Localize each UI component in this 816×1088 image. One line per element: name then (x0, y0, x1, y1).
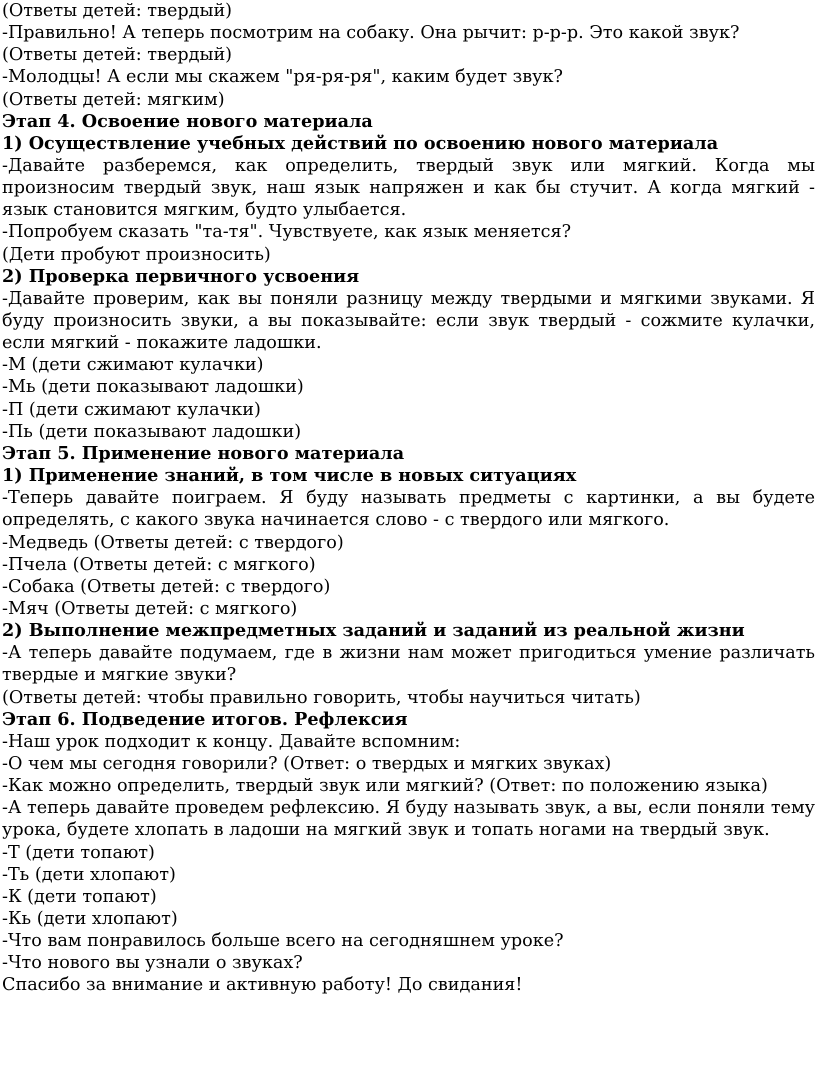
paragraph: -А теперь давайте проведем рефлексию. Я буду называть звук, а вы, если поняли тему урока, будете хлопать в ладоши на мягкий звук и топать ногами на твердый звук. (2, 798, 815, 841)
text-line: -Ть (дети хлопают) (2, 864, 176, 885)
text-line: (Ответы детей: чтобы правильно говорить, чтобы научиться читать) (2, 687, 641, 708)
text-line: -Пь (дети показывают ладошки) (2, 421, 302, 442)
subsection-heading: 2) Выполнение межпредметных заданий и заданий из реальной жизни (2, 620, 745, 642)
text-line: (Ответы детей: твердый) (2, 1, 233, 21)
text-line: -О чем мы сегодня говорили? (Ответ: о твердых и мягких звуках) (2, 753, 612, 774)
text-line: -Наш урок подходит к концу. Давайте вспомним: (2, 731, 461, 752)
subsection-heading: 1) Осуществление учебных действий по освоению нового материала (2, 132, 719, 154)
text-line: (Ответы детей: твердый) (2, 45, 233, 66)
text-line: (Ответы детей: мягким) (2, 89, 225, 110)
paragraph: -А теперь давайте подумаем, где в жизни нам может пригодиться умение различать твердые и мягкие звуки? (2, 643, 815, 686)
text-line: -Как можно определить, твердый звук или мягкий? (Ответ: по положению языка) (2, 776, 768, 797)
text-line: (Дети пробуют произносить) (2, 244, 271, 265)
text-line: -М (дети сжимают кулачки) (2, 355, 264, 376)
paragraph: -Давайте проверим, как вы поняли разницу между твердыми и мягкими звуками. Я буду произносить звуки, а вы показывайте: если звук твердый - сожмите кулачки, если мягкий - покажите ладошки. (2, 288, 815, 354)
subsection-heading: 1) Применение знаний, в том числе в новых ситуациях (2, 465, 577, 487)
text-line: -Медведь (Ответы детей: с твердого) (2, 532, 344, 553)
text-line: -Мь (дети показывают ладошки) (2, 377, 304, 398)
text-line: -Собака (Ответы детей: с твердого) (2, 576, 331, 597)
text-line: -Молодцы! А если мы скажем "ря-ря-ря", каким будет звук? (2, 67, 563, 88)
text-line: -Т (дети топают) (2, 842, 155, 863)
section-heading: Этап 4. Освоение нового материала (2, 110, 373, 132)
paragraph: -Теперь давайте поиграем. Я буду называть предметы с картинки, а вы будете определять, с какого звука начинается слово - с твердого или мягкого. (2, 488, 815, 531)
subsection-heading: 2) Проверка первичного усвоения (2, 265, 360, 287)
section-heading: Этап 6. Подведение итогов. Рефлексия (2, 708, 408, 730)
text-line: -Кь (дети хлопают) (2, 908, 178, 929)
text-line: -К (дети топают) (2, 886, 157, 907)
text-line: -Что вам понравилось больше всего на сегодняшнем уроке? (2, 931, 564, 952)
text-line: -Что нового вы узнали о звуках? (2, 953, 303, 974)
text-line: -Попробуем сказать "та-тя". Чувствуете, как язык меняется? (2, 222, 572, 243)
paragraph: -Давайте разберемся, как определить, твердый звук или мягкий. Когда мы произносим твердый звук, наш язык напряжен и как бы стучит. А когда мягкий - язык становится мягким, будто улыбается. (2, 155, 815, 221)
text-line: -Мяч (Ответы детей: с мягкого) (2, 598, 298, 619)
text-line: -Пчела (Ответы детей: с мягкого) (2, 554, 316, 575)
text-line: -П (дети сжимают кулачки) (2, 399, 261, 420)
text-line: -Правильно! А теперь посмотрим на собаку. Она рычит: р-р-р. Это какой звук? (2, 23, 740, 44)
closing-line: Спасибо за внимание и активную работу! До свидания! (2, 975, 523, 996)
section-heading: Этап 5. Применение нового материала (2, 442, 405, 464)
